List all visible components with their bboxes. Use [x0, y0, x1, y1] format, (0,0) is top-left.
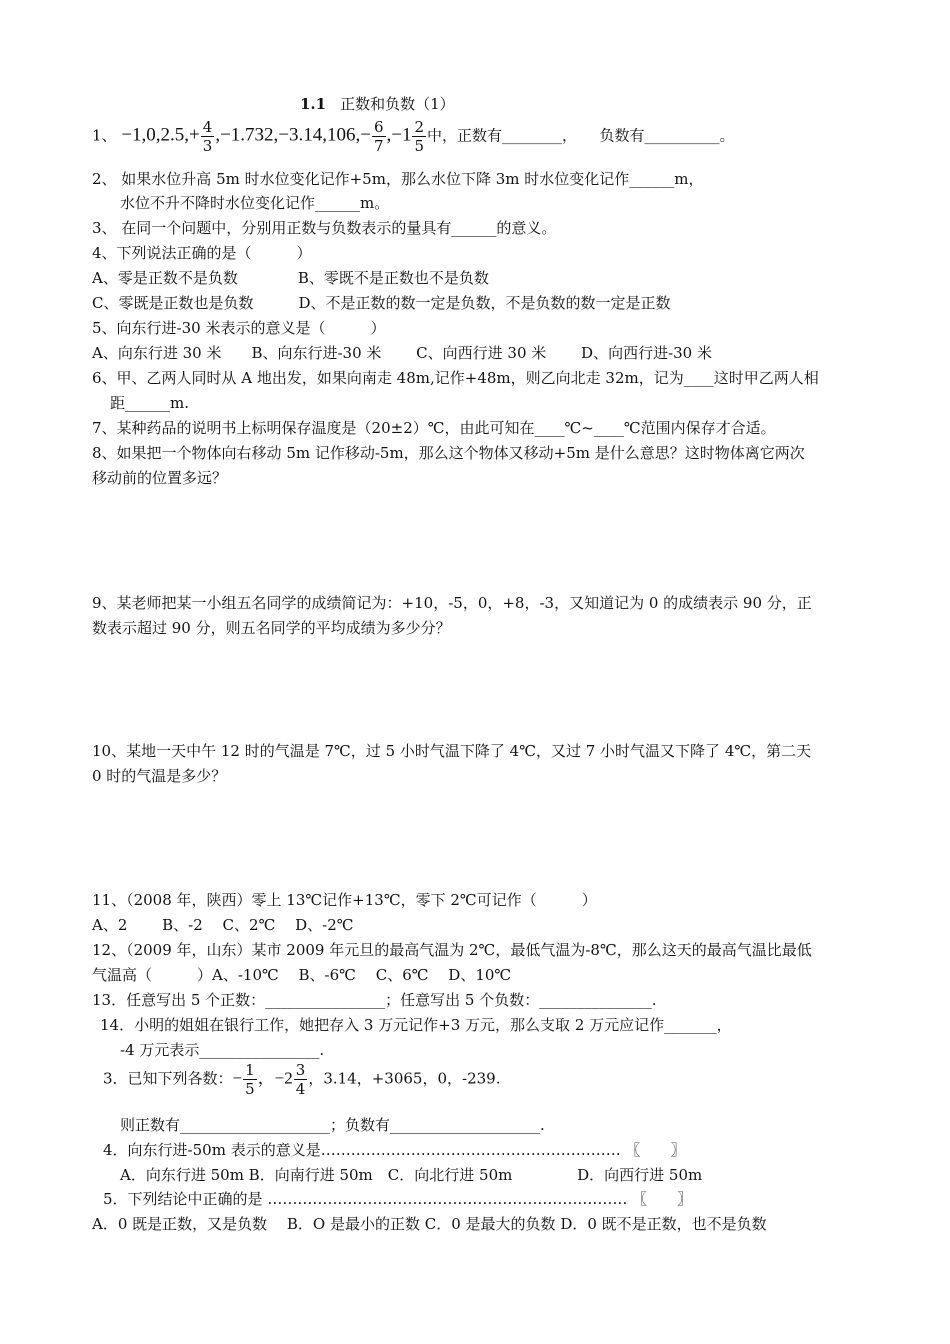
q1-f3-den: 5: [414, 137, 425, 155]
q3b-f2-den: 4: [295, 1080, 306, 1098]
q1-expr-b: ,−1.732,−3.14,106,−: [215, 124, 371, 146]
q1-fraction-1: [201, 118, 215, 155]
question-11-options: A、2 B、-2 C、2℃ D、-2℃: [92, 916, 354, 934]
question-2-line-2: 水位不升不降时水位变化记作______m。: [120, 194, 390, 212]
question-6-line-2: 距______m.: [110, 394, 189, 412]
question-3b: [103, 1061, 500, 1098]
q1-tail: 中，正数有________， 负数有__________。: [427, 126, 735, 145]
q3b-f1-num: 1: [245, 1061, 255, 1079]
question-5b-options: A．0 既是正数，又是负数 B．O 是最小的正数 C．0 是最大的负数 D．0 既不是正数，也不是负数: [92, 1215, 767, 1233]
q1-expr-a: −1,0,2.5,+: [121, 124, 200, 146]
question-9-line-2: 数表示超过 90 分，则五名同学的平均成绩为多少分？: [92, 619, 451, 637]
question-10-line-2: 0 时的气温是多少？: [92, 767, 227, 785]
q3b-expr-a: −: [232, 1068, 243, 1088]
question-14-line-2: -4 万元表示________________.: [120, 1041, 325, 1059]
title-text: 正数和负数（1）: [340, 95, 455, 113]
q3b-fraction-2: [294, 1061, 308, 1098]
question-1: [92, 118, 735, 155]
question-4: 4、下列说法正确的是（ ）: [92, 244, 312, 262]
question-8-line-1: 8、如果把一个物体向右移动 5m 记作移动-5m，那么这个物体又移动+5m 是什么意思？这时物体离它两次: [92, 444, 805, 462]
question-4-options-cd: C、零既是正数也是负数 D、不是正数的数一定是负数，不是负数的数一定是正数: [92, 294, 671, 312]
q1-f2-den: 7: [373, 137, 384, 155]
question-14-line-1: 14．小明的姐姐在银行工作，她把存入 3 万元记作+3 万元，那么支取 2 万元应记作_______，: [100, 1016, 732, 1034]
question-5b: 5．下列结论中正确的是 ……………………………………………………………… 〖 〗: [103, 1190, 693, 1208]
q1-expr-c: ,−1: [386, 124, 412, 146]
question-4-options-ab: A、零是正数不是负数 B、零既不是正数也不是负数: [92, 269, 489, 287]
q3b-f1-den: 5: [245, 1080, 255, 1098]
question-6-line-1: 6、甲、乙两人同时从 A 地出发，如果向南走 48m,记作+48m，则乙向北走 32m，记为____这时甲乙两人相: [92, 369, 819, 387]
question-9-line-1: 9、某老师把某一小组五名同学的成绩简记为：+10，-5，0，+8，-3，又知道记为 0 的成绩表示 90 分，正: [92, 594, 812, 612]
question-4b: 4．向东行进-50m 表示的意义是…………………………………………………… 〖 〗: [103, 1141, 686, 1159]
q3b-fraction-1: [243, 1061, 257, 1098]
q1-f2-num: 6: [373, 118, 384, 136]
question-8-line-2: 移动前的位置多远？: [92, 469, 228, 487]
q1-fraction-2: [372, 118, 386, 155]
question-13: 13．任意写出 5 个正数：________________；任意写出 5 个负数：_______________.: [92, 991, 657, 1009]
title-number: 1.1: [300, 95, 327, 113]
question-11: 11、（2008 年，陕西）零上 13℃记作+13℃，零下 2℃可记作（ ）: [92, 891, 597, 909]
q1-f3-num: 2: [414, 118, 425, 136]
question-2-line-1: 2、 如果水位升高 5m 时水位变化记作+5m，那么水位下降 3m 时水位变化记作______m，: [92, 170, 704, 188]
question-12-line-2: 气温高（ ）A、-10℃ B、-6℃ C、6℃ D、10℃: [92, 966, 512, 984]
question-5-options: A、向东行进 30 米 B、向东行进-30 米 C、向西行进 30 米 D、向西行进-30 米: [92, 344, 712, 362]
question-3: 3、 在同一个问题中，分别用正数与负数表示的量具有______的意义。: [92, 219, 557, 237]
question-10-line-1: 10、某地一天中午 12 时的气温是 7℃，过 5 小时气温下降了 4℃，又过 7 小时气温又下降了 4℃，第二天: [92, 742, 812, 760]
page-title: [300, 93, 455, 114]
q3b-tail: ，3.14，+3065，0，-239.: [308, 1069, 501, 1088]
q1-f1-num: 4: [202, 118, 213, 136]
q1-fraction-3: [412, 118, 426, 155]
q3b-expr-b: ，−2: [257, 1068, 293, 1088]
question-4b-options: A．向东行进 50m B．向南行进 50m C．向北行进 50m D．向西行进 50m: [120, 1166, 703, 1184]
q1-f1-den: 3: [202, 137, 213, 155]
question-3b-answer-line: 则正数有____________________；负数有____________________.: [120, 1116, 545, 1134]
question-7: 7、某种药品的说明书上标明保存温度是（20±2）℃，由此可知在____℃~____℃范围内保存才合适。: [92, 419, 776, 437]
q1-prefix: 1、: [92, 126, 117, 145]
question-5: 5、向东行进-30 米表示的意义是（ ）: [92, 319, 386, 337]
q3b-prefix: 3．已知下列各数：: [103, 1069, 233, 1088]
q3b-f2-num: 3: [295, 1061, 306, 1079]
question-12-line-1: 12、（2009 年，山东）某市 2009 年元旦的最高气温为 2℃，最低气温为-8℃，那么这天的最高气温比最低: [92, 941, 812, 959]
